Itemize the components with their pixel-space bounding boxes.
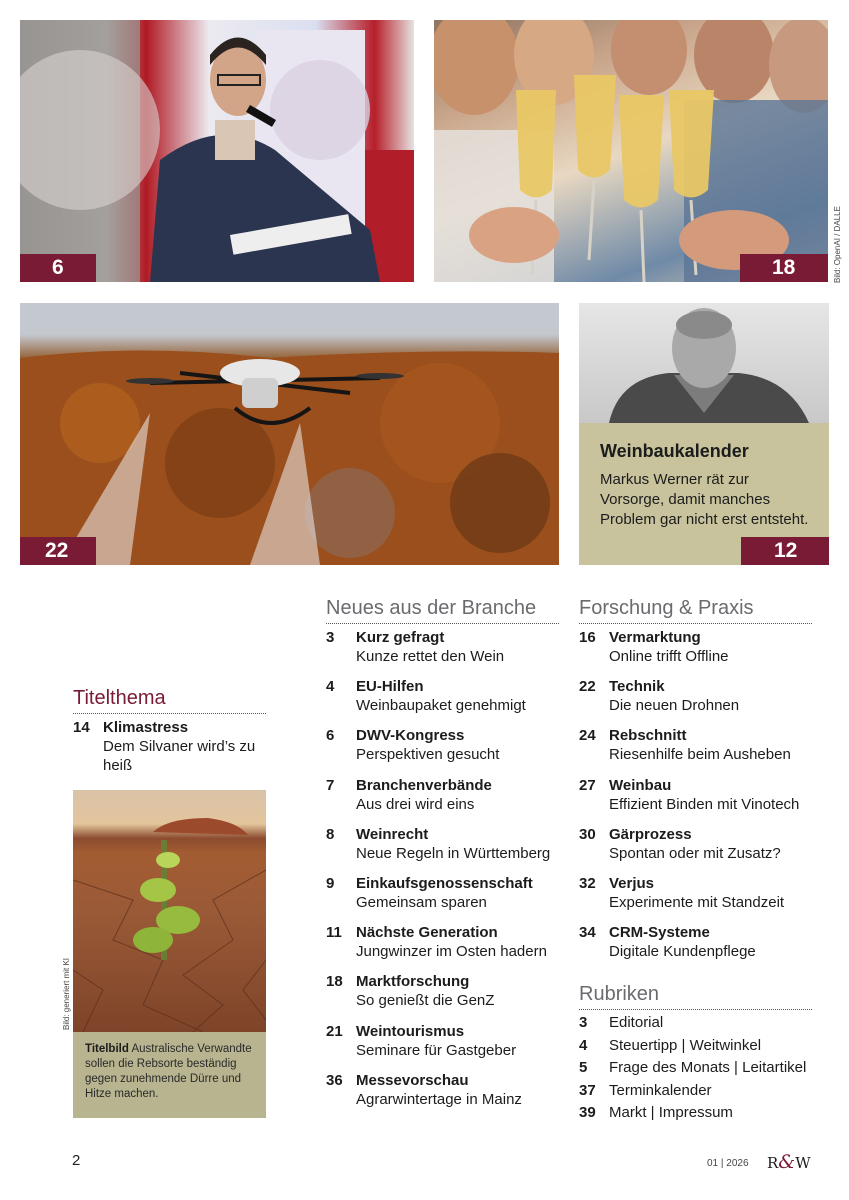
entry-subtitle: Online trifft Offline [609,648,729,665]
entry-title: Weinrecht [356,825,429,843]
entry-subtitle: Effizient Binden mit Vinotech [609,795,800,813]
entry-page-number: 9 [326,875,335,892]
entry-subtitle: Perspektiven gesucht [356,746,500,764]
page-badge [741,537,829,565]
entry-title: Markt | Impressum [609,1104,733,1121]
page-number: 6 [52,256,64,279]
entry-title: Weintourismus [356,1022,465,1040]
page-number: 18 [772,256,796,279]
page-number: 22 [45,539,69,562]
entry-subtitle: Agrarwintertage in Mainz [356,1090,522,1108]
entry-subtitle: Gemeinsam sparen [356,894,487,911]
entry-page-number: 4 [326,678,335,696]
entry-subtitle: Dem Silvaner wird’s zu heiß [103,738,256,774]
entry-subtitle: Seminare für Gastgeber [356,1041,517,1059]
entry-title: Klimastress [103,719,189,736]
entry-title: Terminkalender [609,1081,712,1099]
entry-page-number: 5 [579,1059,588,1076]
rubriken-heading [579,983,812,1010]
entry-subtitle: Spontan oder mit Zusatz? [609,844,781,862]
entry-title: Kurz gefragt [356,629,445,646]
entry-page-number: 34 [579,924,596,942]
entry-title: Branchenverbände [356,776,492,794]
page-badge [20,537,96,565]
entry-page-number: 30 [579,825,596,843]
page-number-footer: 2 [72,1152,81,1169]
entry-page-number: 22 [579,678,596,696]
weinbaukalender-title: Weinbaukalender [600,441,749,461]
cover-credit: Bild: generiert mit KI [62,957,71,1030]
portrait-photo [579,303,829,423]
entry-title: Rebschnitt [609,727,687,745]
entry-page-number: 39 [579,1104,596,1121]
page-badge [740,254,828,282]
entry-title: Vermarktung [609,629,701,646]
drone-illustration [20,303,559,565]
entry-page-number: 37 [579,1081,596,1099]
branche-heading-text: Neues aus der Branche [326,597,537,619]
magazine-logo [767,1151,811,1173]
entry-subtitle: Riesenhilfe beim Ausheben [609,746,791,764]
entry-page-number: 24 [579,727,596,745]
logo-ampersand: & [778,1151,796,1173]
entry-page-number: 3 [579,1014,588,1031]
entry-page-number: 21 [326,1022,343,1040]
entry-subtitle: Jungwinzer im Osten hadern [356,943,547,961]
entry-title: Verjus [609,875,655,892]
entry-page-number: 36 [326,1071,343,1089]
entry-title: Technik [609,678,665,696]
cover-caption-label: Titelbild [85,1043,129,1055]
entry-title: Editorial [609,1014,664,1031]
entry-subtitle: Kunze rettet den Wein [356,648,505,665]
entry-subtitle: Aus drei wird eins [356,795,475,813]
entry-subtitle: Die neuen Drohnen [609,697,740,715]
entry-title: Steuertipp | Weitwinkel [609,1036,762,1054]
speaker-photo [20,20,414,282]
cover-caption-text: Australische Verwandte sollen die Rebsorte beständig gegen zunehmende Dürre und Hitze machen. [85,1043,252,1100]
cover-image [73,790,266,1032]
entry-title: Nächste Generation [356,924,498,942]
entry-page-number: 4 [579,1036,588,1054]
entry-page-number: 27 [579,776,596,794]
entry-subtitle: Neue Regeln in Württemberg [356,844,551,862]
entry-page-number: 3 [326,629,335,646]
forschung-heading [579,597,812,624]
entry-page-number: 8 [326,825,335,843]
titelthema-heading-text: Titelthema [73,687,166,709]
champagne-toast-photo [434,20,828,282]
logo-r: R [767,1154,779,1172]
entry-title: Gärprozess [609,825,692,843]
weinbaukalender-text: Markus Werner rät zur Vorsorge, damit manches Problem gar nicht erst entsteht. [600,471,809,528]
entry-subtitle: Digitale Kundenpflege [609,943,756,961]
rubriken-heading-text: Rubriken [579,983,660,1005]
drone-photo [20,303,559,565]
page-badge [20,254,96,282]
entry-title: EU-Hilfen [356,678,424,696]
titelthema-heading [73,687,266,714]
entry-title: Frage des Monats | Leitartikel [609,1059,807,1076]
entry-page-number: 14 [73,719,90,736]
entry-title: Messevorschau [356,1071,469,1089]
entry-page-number: 32 [579,875,596,892]
entry-title: Marktforschung [356,973,470,991]
page-number: 12 [774,539,798,562]
champagne-illustration [434,20,828,282]
entry-subtitle: Experimente mit Standzeit [609,894,785,911]
entry-page-number: 6 [326,727,335,745]
entry-page-number: 16 [579,629,596,646]
forschung-heading-text: Forschung & Praxis [579,597,754,619]
portrait-illustration [579,303,829,423]
entry-page-number: 7 [326,776,335,794]
branche-heading [326,597,559,624]
entry-title: Einkaufsgenossenschaft [356,875,533,892]
cover-caption [73,1032,266,1118]
entry-page-number: 18 [326,973,343,991]
issue-label: 01 | 2026 [707,1158,749,1169]
entry-title: Weinbau [609,776,672,794]
entry-subtitle: Weinbaupaket genehmigt [356,697,526,715]
photo-credit: Bild: OpenAI / DALLE [833,206,842,283]
logo-w: W [795,1154,811,1172]
entry-title: DWV-Kongress [356,727,465,745]
speaker-illustration [20,20,414,282]
entry-page-number: 11 [326,924,342,942]
entry-title: CRM-Systeme [609,924,710,942]
entry-subtitle: So genießt die GenZ [356,992,495,1010]
cover-illustration [73,790,266,1032]
